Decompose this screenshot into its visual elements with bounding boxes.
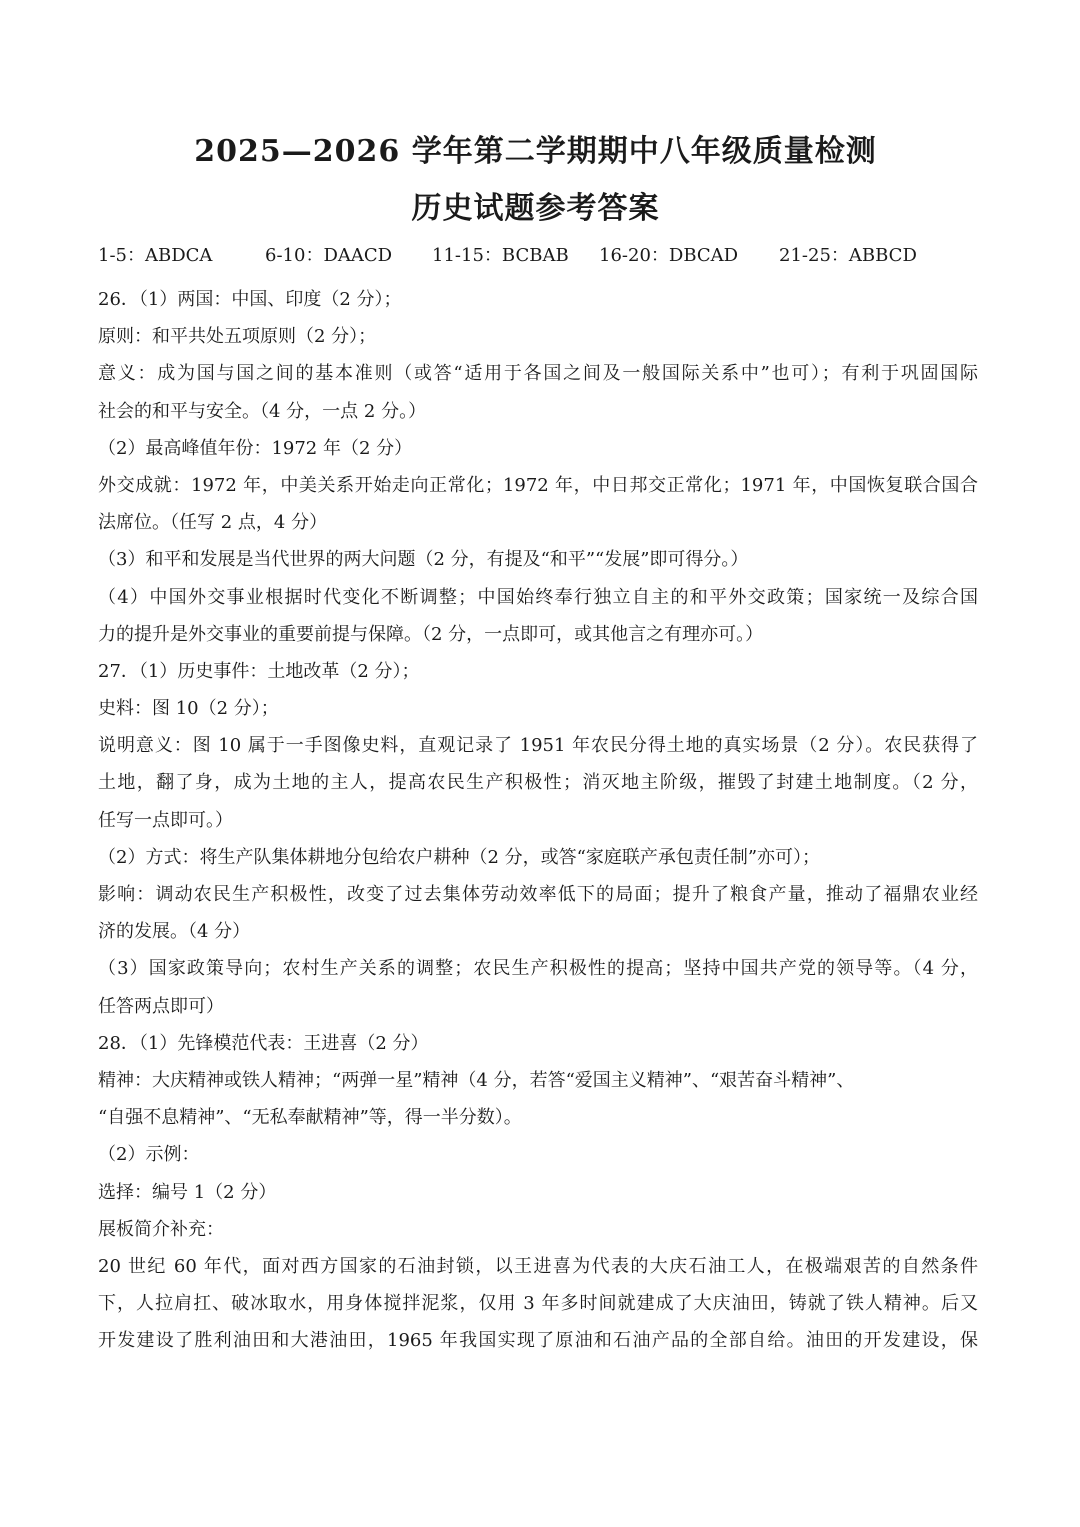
text-line: （2）最高峰值年份：1972 年（2 分） <box>98 437 413 459</box>
text-line-q27-1: 27．（1）历史事件：土地改革（2 分）； <box>98 660 420 682</box>
text-line: （3）国家政策导向；农村生产关系的调整；农民生产积极性的提高；坚持中国共产党的领导等。（4 分， <box>98 958 978 980</box>
choice-answer-group: 16-20：DBCAD <box>599 245 739 266</box>
choice-answer-group: 21-25：ABBCD <box>779 245 917 266</box>
text-line: 史料：图 10（2 分）； <box>98 698 279 720</box>
choice-answers-row <box>98 245 917 267</box>
choice-answer-group: 1-5：ABDCA <box>98 245 213 266</box>
text-line: 外交成就：1972 年，中美关系开始走向正常化；1972 年，中日邦交正常化；1971 年，中国恢复联合国合 <box>98 474 978 496</box>
text-line: （3）和平和发展是当代世界的两大问题（2 分，有提及“和平”“发展”即可得分。） <box>98 549 749 571</box>
text-line: 影响：调动农民生产积极性，改变了过去集体劳动效率低下的局面；提升了粮食产量，推动了福鼎农业经 <box>98 884 978 905</box>
text-line: 开发建设了胜利油田和大港油田，1965 年我国实现了原油和石油产品的全部自给。油田的开发建设，保 <box>98 1330 978 1352</box>
choice-answer-group: 6-10：DAACD <box>265 245 393 266</box>
text-line: 原则：和平共处五项原则（2 分）； <box>98 326 377 348</box>
text-line: 精神：大庆精神或铁人精神；“两弹一星”精神（4 分，若答“爱国主义精神”、“艰苦奋斗精神”、 <box>98 1069 855 1091</box>
text-line: 济的发展。（4 分） <box>98 921 251 943</box>
text-line: 选择：编号 1（2 分） <box>98 1181 277 1203</box>
text-line: 任写一点即可。） <box>98 809 233 831</box>
page-subtitle: 历史试题参考答案 <box>411 191 660 226</box>
text-line: （2）示例： <box>98 1144 200 1166</box>
text-line-q26-1: 26．（1）两国：中国、印度（2 分）； <box>98 289 402 310</box>
choice-answer-group: 11-15：BCBAB <box>432 245 569 266</box>
text-line: 法席位。（任写 2 点，4 分） <box>98 512 328 534</box>
text-line: 土地，翻了身，成为土地的主人，提高农民生产积极性；消灭地主阶级，摧毁了封建土地制度。（2 分， <box>98 772 978 794</box>
text-line: （4）中国外交事业根据时代变化不断调整；中国始终奉行独立自主的和平外交政策；国家统一及综合国 <box>98 586 978 608</box>
text-line: （2）方式：将生产队集体耕地分包给农户耕种（2 分，或答“家庭联产承包责任制”亦可）； <box>98 846 821 868</box>
text-line: 20 世纪 60 年代，面对西方国家的石油封锁，以王进喜为代表的大庆石油工人，在极端艰苦的自然条件 <box>98 1255 978 1277</box>
text-line: 社会的和平与安全。（4 分，一点 2 分。） <box>98 400 427 422</box>
page-title: 2025—2026 学年第二学期期中八年级质量检测 <box>194 134 877 169</box>
text-line: 说明意义：图 10 属于一手图像史料，直观记录了 1951 年农民分得土地的真实场景（2 分）。农民获得了 <box>98 735 978 757</box>
text-line: “自强不息精神”、“无私奉献精神”等，得一半分数）。 <box>98 1107 522 1129</box>
text-line: 展板简介补充： <box>98 1218 224 1240</box>
text-line-q28-1: 28．（1）先锋模范代表：王进喜（2 分） <box>98 1032 429 1054</box>
text-line: 任答两点即可） <box>98 995 224 1017</box>
text-line: 意义：成为国与国之间的基本准则（或答“适用于各国之间及一般国际关系中”也可）；有利于巩固国际 <box>98 363 978 385</box>
text-line: 力的提升是外交事业的重要前提与保障。（2 分，一点即可，或其他言之有理亦可。） <box>98 623 764 645</box>
text-line: 下，人拉肩扛、破冰取水，用身体搅拌泥浆，仅用 3 年多时间就建成了大庆油田，铸就了铁人精神。后又 <box>98 1293 978 1315</box>
answer-body <box>98 281 978 1359</box>
